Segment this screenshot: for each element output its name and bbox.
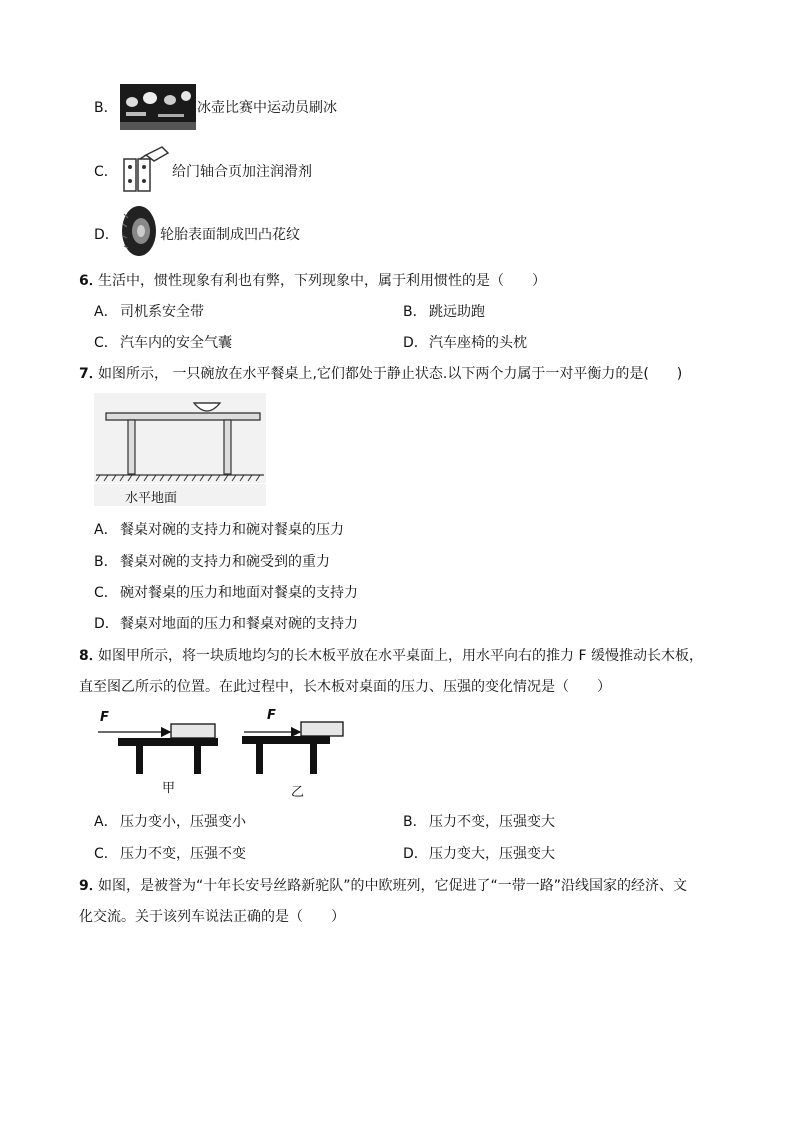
option-letter: A． xyxy=(94,522,118,538)
option-letter: D． xyxy=(94,227,119,243)
question-number: 8． xyxy=(79,648,103,664)
question-stem: 如图所示， 一只碗放在水平餐桌上,它们都处于静止状态.以下两个力属于一对平衡力的是( ) xyxy=(98,366,683,382)
tire-icon xyxy=(120,204,158,258)
option-letter: D． xyxy=(94,616,119,632)
option-text: 压力变大，压强变大 xyxy=(429,846,555,862)
option-text: 汽车内的安全气囊 xyxy=(120,335,232,351)
option-letter: B． xyxy=(403,304,427,320)
force-label-right: F xyxy=(267,708,276,723)
figure-label-left: 甲 xyxy=(162,781,176,796)
option-text: 压力不变，压强变大 xyxy=(429,814,555,830)
bowl-on-table-figure xyxy=(94,393,266,483)
question-number: 9． xyxy=(79,878,103,894)
option-letter: D． xyxy=(403,335,428,351)
option-text: 司机系安全带 xyxy=(120,304,204,320)
question-stem-line-1: 如图甲所示，将一块质地均匀的长木板平放在水平桌面上，用水平向右的推力 F 缓慢推动长木板， xyxy=(98,648,703,664)
option-letter: C． xyxy=(94,846,118,862)
question-number: 6． xyxy=(79,273,103,289)
option-letter: D． xyxy=(403,846,428,862)
hinge-oil-icon xyxy=(120,145,170,193)
option-letter: A． xyxy=(94,814,118,830)
question-stem-line-2: 直至图乙所示的位置。在此过程中，长木板对桌面的压力、压强的变化情况是（ ） xyxy=(79,679,611,695)
option-text: 碗对餐桌的压力和地面对餐桌的支持力 xyxy=(120,585,358,601)
option-text: 汽车座椅的头枕 xyxy=(429,335,527,351)
option-text: 冰壶比赛中运动员刷冰 xyxy=(197,100,337,116)
option-text: 餐桌对地面的压力和餐桌对碗的支持力 xyxy=(120,616,358,632)
option-letter: C． xyxy=(94,585,118,601)
option-text: 轮胎表面制成凹凸花纹 xyxy=(160,227,300,243)
question-stem-line-1: 如图，是被誉为“十年长安号丝路新驼队”的中欧班列，它促进了“一带一路”沿线国家的经济、文 xyxy=(98,878,688,894)
option-text: 餐桌对碗的支持力和碗对餐桌的压力 xyxy=(120,522,344,538)
question-number: 7． xyxy=(79,366,103,382)
option-letter: B． xyxy=(403,814,427,830)
curling-photo-icon xyxy=(120,84,196,130)
question-stem: 生活中，惯性现象有利也有弊，下列现象中，属于利用惯性的是（ ） xyxy=(98,273,546,289)
figure-caption: 水平地面 xyxy=(125,491,178,506)
board-push-figure xyxy=(96,708,346,800)
option-letter: C． xyxy=(94,335,118,351)
option-text: 跳远助跑 xyxy=(429,304,485,320)
force-label-left: F xyxy=(100,710,109,725)
option-letter: B． xyxy=(94,554,118,570)
option-letter: C． xyxy=(94,164,118,180)
option-text: 餐桌对碗的支持力和碗受到的重力 xyxy=(120,554,330,570)
option-text: 给门轴合页加注润滑剂 xyxy=(172,164,312,180)
option-letter: A． xyxy=(94,304,118,320)
figure-caption-bg xyxy=(94,484,266,506)
question-stem-line-2: 化交流。关于该列车说法正确的是（ ） xyxy=(79,909,345,925)
option-text: 压力变小，压强变小 xyxy=(120,814,246,830)
figure-label-right: 乙 xyxy=(291,785,305,800)
option-letter: B． xyxy=(94,100,118,116)
option-text: 压力不变，压强不变 xyxy=(120,846,246,862)
